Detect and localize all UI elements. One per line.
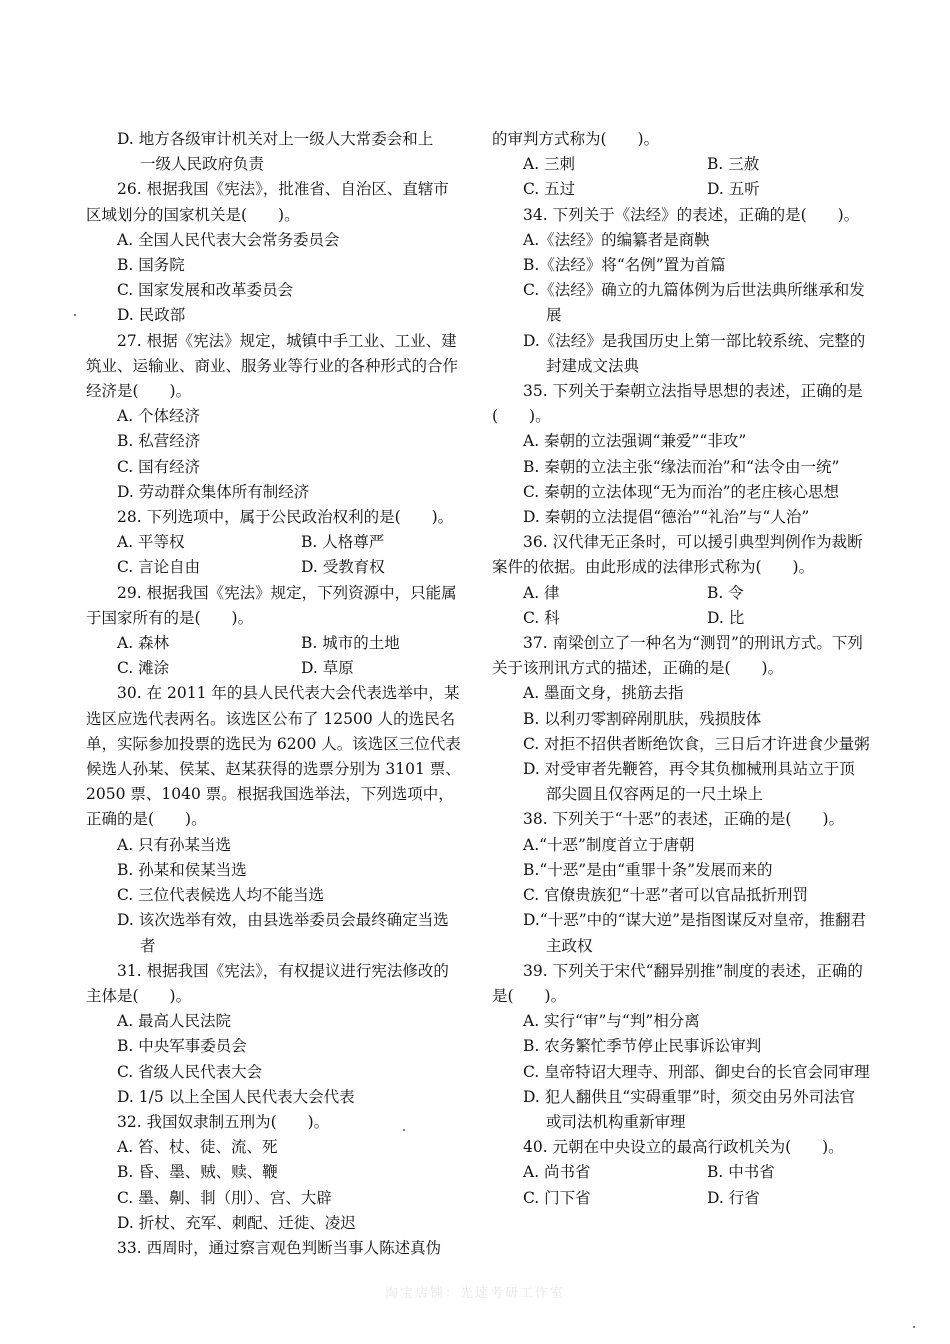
q34-option-a: A.《法经》的编纂者是商鞅: [523, 230, 710, 249]
q28-option-a: A. 平等权: [117, 533, 185, 552]
q33-option-c: C. 五过: [523, 180, 576, 199]
q39-option-b: B. 农务繁忙季节停止民事诉讼审判: [523, 1037, 762, 1056]
q27-option-d: D. 劳动群众集体所有制经济: [117, 482, 310, 501]
q37-option-c: C. 对拒不招供者断绝饮食，三日后才许进食少量粥: [523, 734, 870, 753]
q31-option-d: D. 1/5 以上全国人民代表大会代表: [117, 1087, 355, 1106]
scan-speck: [913, 1326, 915, 1328]
q28-options-row-2: [86, 555, 464, 580]
q30-option-a: A. 只有孙某当选: [117, 835, 232, 854]
q26-option-a: A. 全国人民代表大会常务委员会: [117, 230, 340, 249]
q35-option-a: A. 秦朝的立法强调“兼爱”“非攻”: [523, 432, 747, 451]
q37-stem: 37. 南梁创立了一种名为“测罚”的刑讯方式。下列关于该刑讯方式的描述，正确的是( )。: [492, 634, 863, 678]
q36-option-d: D. 比: [707, 608, 745, 627]
q38-option-c: C. 官僚贵族犯“十恶”者可以官品抵折刑罚: [523, 886, 809, 905]
q30-option-d: D. 该次选举有效，由县选举委员会最终确定当选者: [117, 911, 449, 955]
q39-option-c: C. 皇帝特诏大理寺、刑部、御史台的长官会同审理: [523, 1062, 870, 1081]
q33-options-row-2: [492, 177, 870, 202]
q29-option-a: A. 森林: [117, 634, 170, 653]
q31-option-a: A. 最高人民法院: [117, 1012, 232, 1031]
q33-option-d: D. 五听: [707, 180, 760, 199]
q26-stem: 26. 根据我国《宪法》，批准省、自治区、直辖市区域划分的国家机关是( )。: [86, 180, 449, 224]
q33-option-b: B. 三赦: [707, 155, 760, 174]
q40-options-row-2: [492, 1186, 870, 1211]
q40-option-c: C. 门下省: [523, 1188, 591, 1207]
q26-option-d: D. 民政部: [117, 306, 186, 325]
q27-option-b: B. 私营经济: [117, 432, 201, 451]
q34-option-b: B.《法经》将“名例”置为首篇: [523, 256, 726, 275]
q40-stem: 40. 元朝在中央设立的最高行政机关为( )。: [523, 1138, 844, 1157]
q36-stem: 36. 汉代律无正条时，可以援引典型判例作为裁断案件的依据。由此形成的法律形式称为( )。: [492, 533, 863, 577]
q33-stem-start: 33. 西周时，通过察言观色判断当事人陈述真伪: [117, 1238, 442, 1257]
q32-stem: 32. 我国奴隶制五刑为( )。: [117, 1112, 330, 1131]
q40-options-row-1: [492, 1160, 870, 1185]
q35-option-c: C. 秦朝的立法体现“无为而治”的老庄核心思想: [523, 482, 840, 501]
q36-option-b: B. 令: [707, 583, 744, 602]
q26-option-c: C. 国家发展和改革委员会: [117, 281, 294, 300]
q29-options-row-2: [86, 656, 464, 681]
q38-option-a: A.“十恶”制度首立于唐朝: [523, 835, 695, 854]
scan-speck: [74, 314, 76, 316]
q29-option-d: D. 草原: [301, 659, 354, 678]
q32-option-b: B. 昏、墨、贼、赎、鞭: [117, 1163, 278, 1182]
q30-option-b: B. 孙某和侯某当选: [117, 860, 247, 879]
q35-option-d: D. 秦朝的立法提倡“德治”“礼治”与“人治”: [523, 508, 810, 527]
q36-options-row-1: [492, 581, 870, 606]
q28-options-row-1: [86, 530, 464, 555]
q36-option-a: A. 律: [523, 583, 560, 602]
q25-option-d: D. 地方各级审计机关对上一级人大常委会和上 一级人民政府负责: [117, 130, 434, 174]
q35-stem: 35. 下列关于秦朝立法指导思想的表述，正确的是( )。: [492, 382, 863, 426]
left-column: [86, 127, 464, 1261]
q32-option-a: A. 笞、杖、徒、流、死: [117, 1138, 278, 1157]
q31-option-c: C. 省级人民代表大会: [117, 1062, 263, 1081]
q29-option-c: C. 滩涂: [117, 659, 170, 678]
q32-option-d: D. 折杖、充军、刺配、迁徙、凌迟: [117, 1213, 356, 1232]
q27-option-a: A. 个体经济: [117, 407, 201, 426]
q40-option-d: D. 行省: [707, 1188, 760, 1207]
q34-option-d: D.《法经》是我国历史上第一部比较系统、完整的封建成文法典: [523, 331, 866, 375]
q28-option-b: B. 人格尊严: [301, 533, 385, 552]
q37-option-d: D. 对受审者先鞭笞，再令其负枷械刑具站立于顶部尖圆且仅容两足的一尺土垛上: [523, 760, 855, 804]
q40-option-a: A. 尚书省: [523, 1163, 591, 1182]
q32-option-c: C. 墨、劓、剕（刖）、宫、大辟: [117, 1188, 332, 1207]
q39-option-a: A. 实行“审”与“判”相分离: [523, 1012, 700, 1031]
q29-option-b: B. 城市的土地: [301, 634, 400, 653]
q27-option-c: C. 国有经济: [117, 457, 201, 476]
q38-option-d: D.“十恶”中的“谋大逆”是指图谋反对皇帝，推翻君主政权: [523, 911, 866, 955]
q29-options-row-1: [86, 631, 464, 656]
q38-stem: 38. 下列关于“十恶”的表述，正确的是( )。: [523, 810, 845, 829]
q28-option-c: C. 言论自由: [117, 558, 201, 577]
q29-stem: 29. 根据我国《宪法》规定，下列资源中，只能属于国家所有的是( )。: [86, 583, 457, 627]
q39-stem: 39. 下列关于宋代“翻异别推”制度的表述，正确的是( )。: [492, 961, 863, 1005]
q30-stem: 30. 在 2011 年的县人民代表大会代表选举中，某选区应选代表两名。该选区公布了 12500 人的选民名单，实际参加投票的选民为 6200 人。该选区三位代表候选人孙某、侯某、赵某获得的选票分别为 3101 票、2050 票、1040 票。根据我国选举法，下列选项中，正确的是( )。: [86, 684, 461, 829]
q36-option-c: C. 科: [523, 608, 560, 627]
q33-options-row-1: [492, 152, 870, 177]
q35-option-b: B. 秦朝的立法主张“缘法而治”和“法令由一统”: [523, 457, 840, 476]
q26-option-b: B. 国务院: [117, 256, 185, 275]
q40-option-b: B. 中书省: [707, 1163, 775, 1182]
q31-stem: 31. 根据我国《宪法》，有权提议进行宪法修改的主体是( )。: [86, 961, 449, 1005]
q28-stem: 28. 下列选项中，属于公民政治权利的是( )。: [117, 508, 454, 527]
watermark-text: 淘宝店铺：光速考研工作室: [384, 1286, 565, 1301]
q38-option-b: B.“十恶”是由“重罪十条”发展而来的: [523, 860, 773, 879]
q34-option-c: C.《法经》确立的九篇体例为后世法典所继承和发展: [523, 281, 865, 325]
right-column: [492, 127, 870, 1211]
q39-option-d: D. 犯人翻供且“实碍重罪”时，须交由另外司法官或司法机构重新审理: [523, 1087, 856, 1131]
q27-stem: 27. 根据《宪法》规定，城镇中手工业、工业、建筑业、运输业、商业、服务业等行业的各种形式的合作经济是( )。: [86, 331, 459, 401]
q31-option-b: B. 中央军事委员会: [117, 1037, 247, 1056]
q34-stem: 34. 下列关于《法经》的表述，正确的是( )。: [523, 205, 860, 224]
q37-option-b: B. 以利刃零割碎剐肌肤，残损肢体: [523, 709, 762, 728]
q28-option-d: D. 受教育权: [301, 558, 385, 577]
scan-speck: [403, 1129, 405, 1131]
q37-option-a: A. 墨面文身，挑筋去指: [523, 684, 684, 703]
q33-option-a: A. 三刺: [523, 155, 576, 174]
q36-options-row-2: [492, 606, 870, 631]
q33-stem-continued: 的审判方式称为( )。: [492, 130, 660, 148]
q30-option-c: C. 三位代表候选人均不能当选: [117, 886, 325, 905]
